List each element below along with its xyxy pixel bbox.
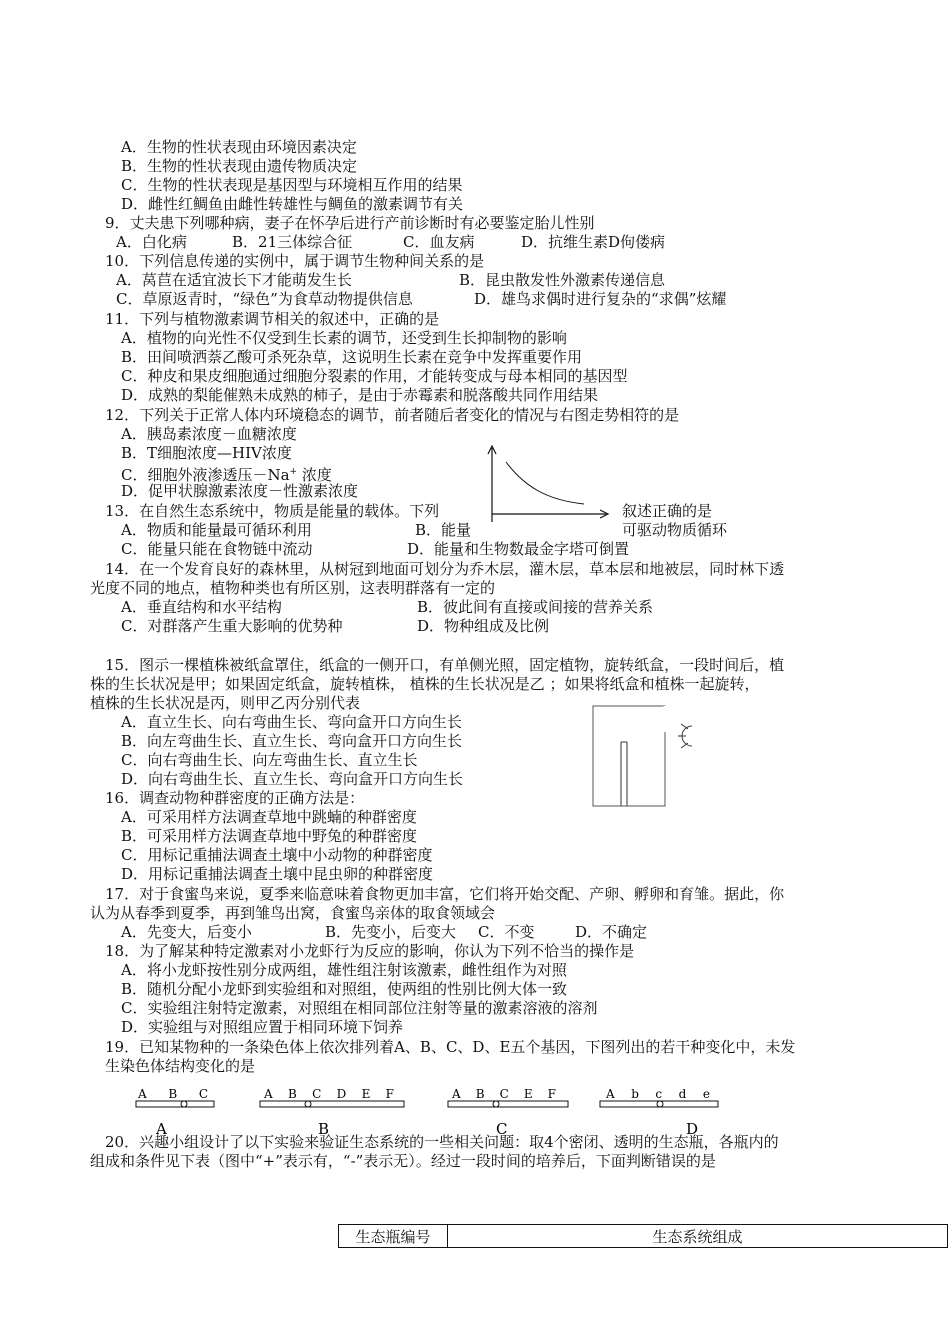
q13-option-d: D．能量和生物数最金字塔可倒置 xyxy=(407,540,630,558)
q12-option-c-superscript: + xyxy=(289,467,298,477)
q14-option-b: B．彼此间有直接或间接的营养关系 xyxy=(417,598,654,616)
centromere-b xyxy=(305,1101,311,1107)
q18-option-d: D．实验组与对照组应置于相同环境下饲养 xyxy=(121,1018,404,1036)
q20-stem-line2: 组成和条件见下表（图中“+”表示有，“-”表示无）。经过一段时间的培养后，下面判断错误的是 xyxy=(90,1152,716,1170)
q13-option-a: A．物质和能量最可循环利用 xyxy=(121,521,312,539)
q13-stem-right: 叙述正确的是 xyxy=(622,502,713,520)
q11-option-d: D．成熟的梨能催熟未成熟的柿子，是由于赤霉素和脱落酸共同作用结果 xyxy=(121,386,599,404)
q18-option-a: A．将小龙虾按性别分成两组，雄性组注射该激素，雌性组作为对照 xyxy=(121,961,567,979)
chromosome-c-genes: A B C E F xyxy=(452,1087,556,1101)
chromosome-c xyxy=(448,1087,568,1138)
chromosome-c-label: C xyxy=(496,1120,508,1138)
centromere-d xyxy=(657,1101,663,1107)
q13-stem-left: 13．在自然生态系统中，物质是能量的载体。下列 xyxy=(105,502,440,520)
q14-option-d: D．物种组成及比例 xyxy=(417,617,550,635)
table-header-row xyxy=(339,1225,948,1248)
q12-option-b: B．T细胞浓度—HIV浓度 xyxy=(121,444,292,462)
chromosome-a-label: A xyxy=(156,1120,167,1138)
q16-option-a: A．可采用样方法调查草地中跳蝻的种群密度 xyxy=(121,808,417,826)
q12-trend-graph xyxy=(484,442,616,524)
q17-option-a: A．先变大，后变小 xyxy=(121,923,252,941)
q18-stem: 18．为了解某种特定激素对小龙虾行为反应的影响，你认为下列不恰当的操作是 xyxy=(105,942,635,960)
q11-option-c: C．种皮和果皮细胞通过细胞分裂素的作用，才能转变成与母本相同的基因型 xyxy=(121,367,628,385)
q8-option-c: C．生物的性状表现是基因型与环境相互作用的结果 xyxy=(121,176,463,194)
q17-stem-line1: 17．对于食蜜鸟来说，夏季来临意味着食物更加丰富，它们将开始交配、产卵、孵卵和育雏。据此，你 xyxy=(105,885,785,903)
q20-stem-line1: 20．兴趣小组设计了以下实验来验证生态系统的一些相关问题：取4个密闭、透明的生态瓶，各瓶内的 xyxy=(105,1133,779,1151)
q15-option-a: A．直立生长、向右弯曲生长、弯向盒开口方向生长 xyxy=(121,713,462,731)
q17-option-c: C．不变 xyxy=(478,923,535,941)
q16-option-c: C．用标记重捕法调查土壤中小动物的种群密度 xyxy=(121,846,433,864)
q13-option-b-left: B．能量 xyxy=(415,521,472,539)
chromosome-d-label: D xyxy=(686,1120,699,1138)
q11-option-b: B．田间喷洒萘乙酸可杀死杂草，这说明生长素在竞争中发挥重要作用 xyxy=(121,348,583,366)
graph-decreasing-curve xyxy=(506,462,584,504)
q19-stem-line2: 生染色体结构变化的是 xyxy=(105,1057,256,1075)
q16-option-b: B．可采用样方法调查草地中野兔的种群密度 xyxy=(121,827,418,845)
q10-option-a: A．莴苣在适宜波长下才能萌发生长 xyxy=(116,271,352,289)
q8-option-a: A．生物的性状表现由环境因素决定 xyxy=(121,138,357,156)
q18-option-b: B．随机分配小龙虾到实验组和对照组，使两组的性别比例大体一致 xyxy=(121,980,568,998)
q11-option-a: A．植物的向光性不仅受到生长素的调节，还受到生长抑制物的影响 xyxy=(121,329,567,347)
paper-box xyxy=(593,706,665,806)
q9-option-c: C．血友病 xyxy=(403,233,475,251)
q15-box-plant-figure xyxy=(588,702,714,810)
chromosome-b-label: B xyxy=(318,1120,330,1138)
q11-stem: 11．下列与植物激素调节相关的叙述中，正确的是 xyxy=(105,310,440,328)
chromosome-d-genes: A b c d e xyxy=(606,1087,710,1101)
ecosystem-bottle-table xyxy=(338,1224,948,1248)
table-header-ecosystem-composition: 生态系统组成 xyxy=(448,1225,948,1248)
light-ray-bottom xyxy=(681,743,688,748)
q10-option-b: B．昆虫散发性外激素传递信息 xyxy=(459,271,666,289)
q13-option-c: C．能量只能在食物链中流动 xyxy=(121,540,313,558)
q12-stem: 12．下列关于正常人体内环境稳态的调节，前者随后者变化的情况与右图走势相符的是 xyxy=(105,406,680,424)
q8-option-d: D．雌性红鲷鱼由雌性转雄性与鲷鱼的激素调节有关 xyxy=(121,195,464,213)
q8-option-b: B．生物的性状表现由遗传物质决定 xyxy=(121,157,358,175)
q12-option-c-text: C．细胞外液渗透压－Na xyxy=(121,466,290,484)
q15-option-b: B．向左弯曲生长、直立生长、弯向盒开口方向生长 xyxy=(121,732,463,750)
q13-option-b-right: 可驱动物质循环 xyxy=(622,521,728,539)
q15-option-c: C．向右弯曲生长、向左弯曲生长、直立生长 xyxy=(121,751,418,769)
q15-stem-line1: 15．图示一棵植株被纸盒罩住，纸盒的一侧开口，有单侧光照，固定植物，旋转纸盒，一段时间后，植 xyxy=(105,656,785,674)
chromosome-b xyxy=(260,1087,404,1138)
q19-stem-line1: 19．已知某物种的一条染色体上依次排列着A、B、C、D、E五个基因，下图列出的若干种变化中，未发 xyxy=(105,1038,796,1056)
q14-stem-line2: 光度不同的地点，植物种类也有所区别，这表明群落有一定的 xyxy=(90,579,496,597)
light-ray-top xyxy=(681,724,688,729)
q15-stem-line2: 株的生长状况是甲；如果固定纸盒，旋转植株， 植株的生长状况是乙 ；如果将纸盒和植株一起旋转， xyxy=(90,675,760,693)
q15-option-d: D．向右弯曲生长、直立生长、弯向盒开口方向生长 xyxy=(121,770,464,788)
q9-option-d: D．抗维生素D佝偻病 xyxy=(521,233,666,251)
table-header-bottle-number: 生态瓶编号 xyxy=(339,1225,448,1248)
centromere-a xyxy=(181,1101,187,1107)
chromosome-a-genes: A B C xyxy=(138,1087,208,1101)
chromosome-b-genes: A B C D E F xyxy=(264,1087,394,1101)
q17-option-b: B．先变小，后变大 xyxy=(325,923,457,941)
q16-stem: 16．调查动物种群密度的正确方法是： xyxy=(105,789,365,807)
q19-chromosome-figure xyxy=(130,1084,730,1140)
q9-option-a: A．白化病 xyxy=(116,233,187,251)
q12-option-a: A．胰岛素浓度－血糖浓度 xyxy=(121,425,297,443)
chromosome-d xyxy=(600,1087,718,1138)
q10-stem: 10．下列信息传递的实例中，属于调节生物种间关系的是 xyxy=(105,252,485,270)
q17-stem-line2: 认为从春季到夏季，再到雏鸟出窝，食蜜鸟亲体的取食领域会 xyxy=(90,904,496,922)
q9-option-b: B．21三体综合征 xyxy=(232,233,353,251)
centromere-c xyxy=(493,1101,499,1107)
q12-option-c-suffix: 浓度 xyxy=(297,466,332,484)
q17-option-d: D．不确定 xyxy=(575,923,648,941)
q14-option-a: A．垂直结构和水平结构 xyxy=(121,598,282,616)
q10-option-d: D．雄鸟求偶时进行复杂的“求偶”炫耀 xyxy=(474,290,727,308)
q12-option-d: D．促甲状腺激素浓度－性激素浓度 xyxy=(121,482,359,500)
q14-stem-line1: 14．在一个发育良好的森林里，从树冠到地面可划分为乔木层，灌木层，草本层和地被层，同时林下透 xyxy=(105,560,785,578)
q10-option-c: C．草原返青时，“绿色”为食草动物提供信息 xyxy=(116,290,413,308)
q18-option-c: C．实验组注射特定激素，对照组在相同部位注射等量的激素溶液的溶剂 xyxy=(121,999,598,1017)
q14-option-c: C．对群落产生重大影响的优势种 xyxy=(121,617,343,635)
q9-stem: 9．丈夫患下列哪种病，妻子在怀孕后进行产前诊断时有必要鉴定胎儿性别 xyxy=(105,214,595,232)
q16-option-d: D．用标记重捕法调查土壤中昆虫卵的种群密度 xyxy=(121,865,434,883)
chromosome-a xyxy=(136,1087,214,1138)
q15-stem-line3: 植株的生长状况是丙，则甲乙丙分别代表 xyxy=(90,694,361,712)
